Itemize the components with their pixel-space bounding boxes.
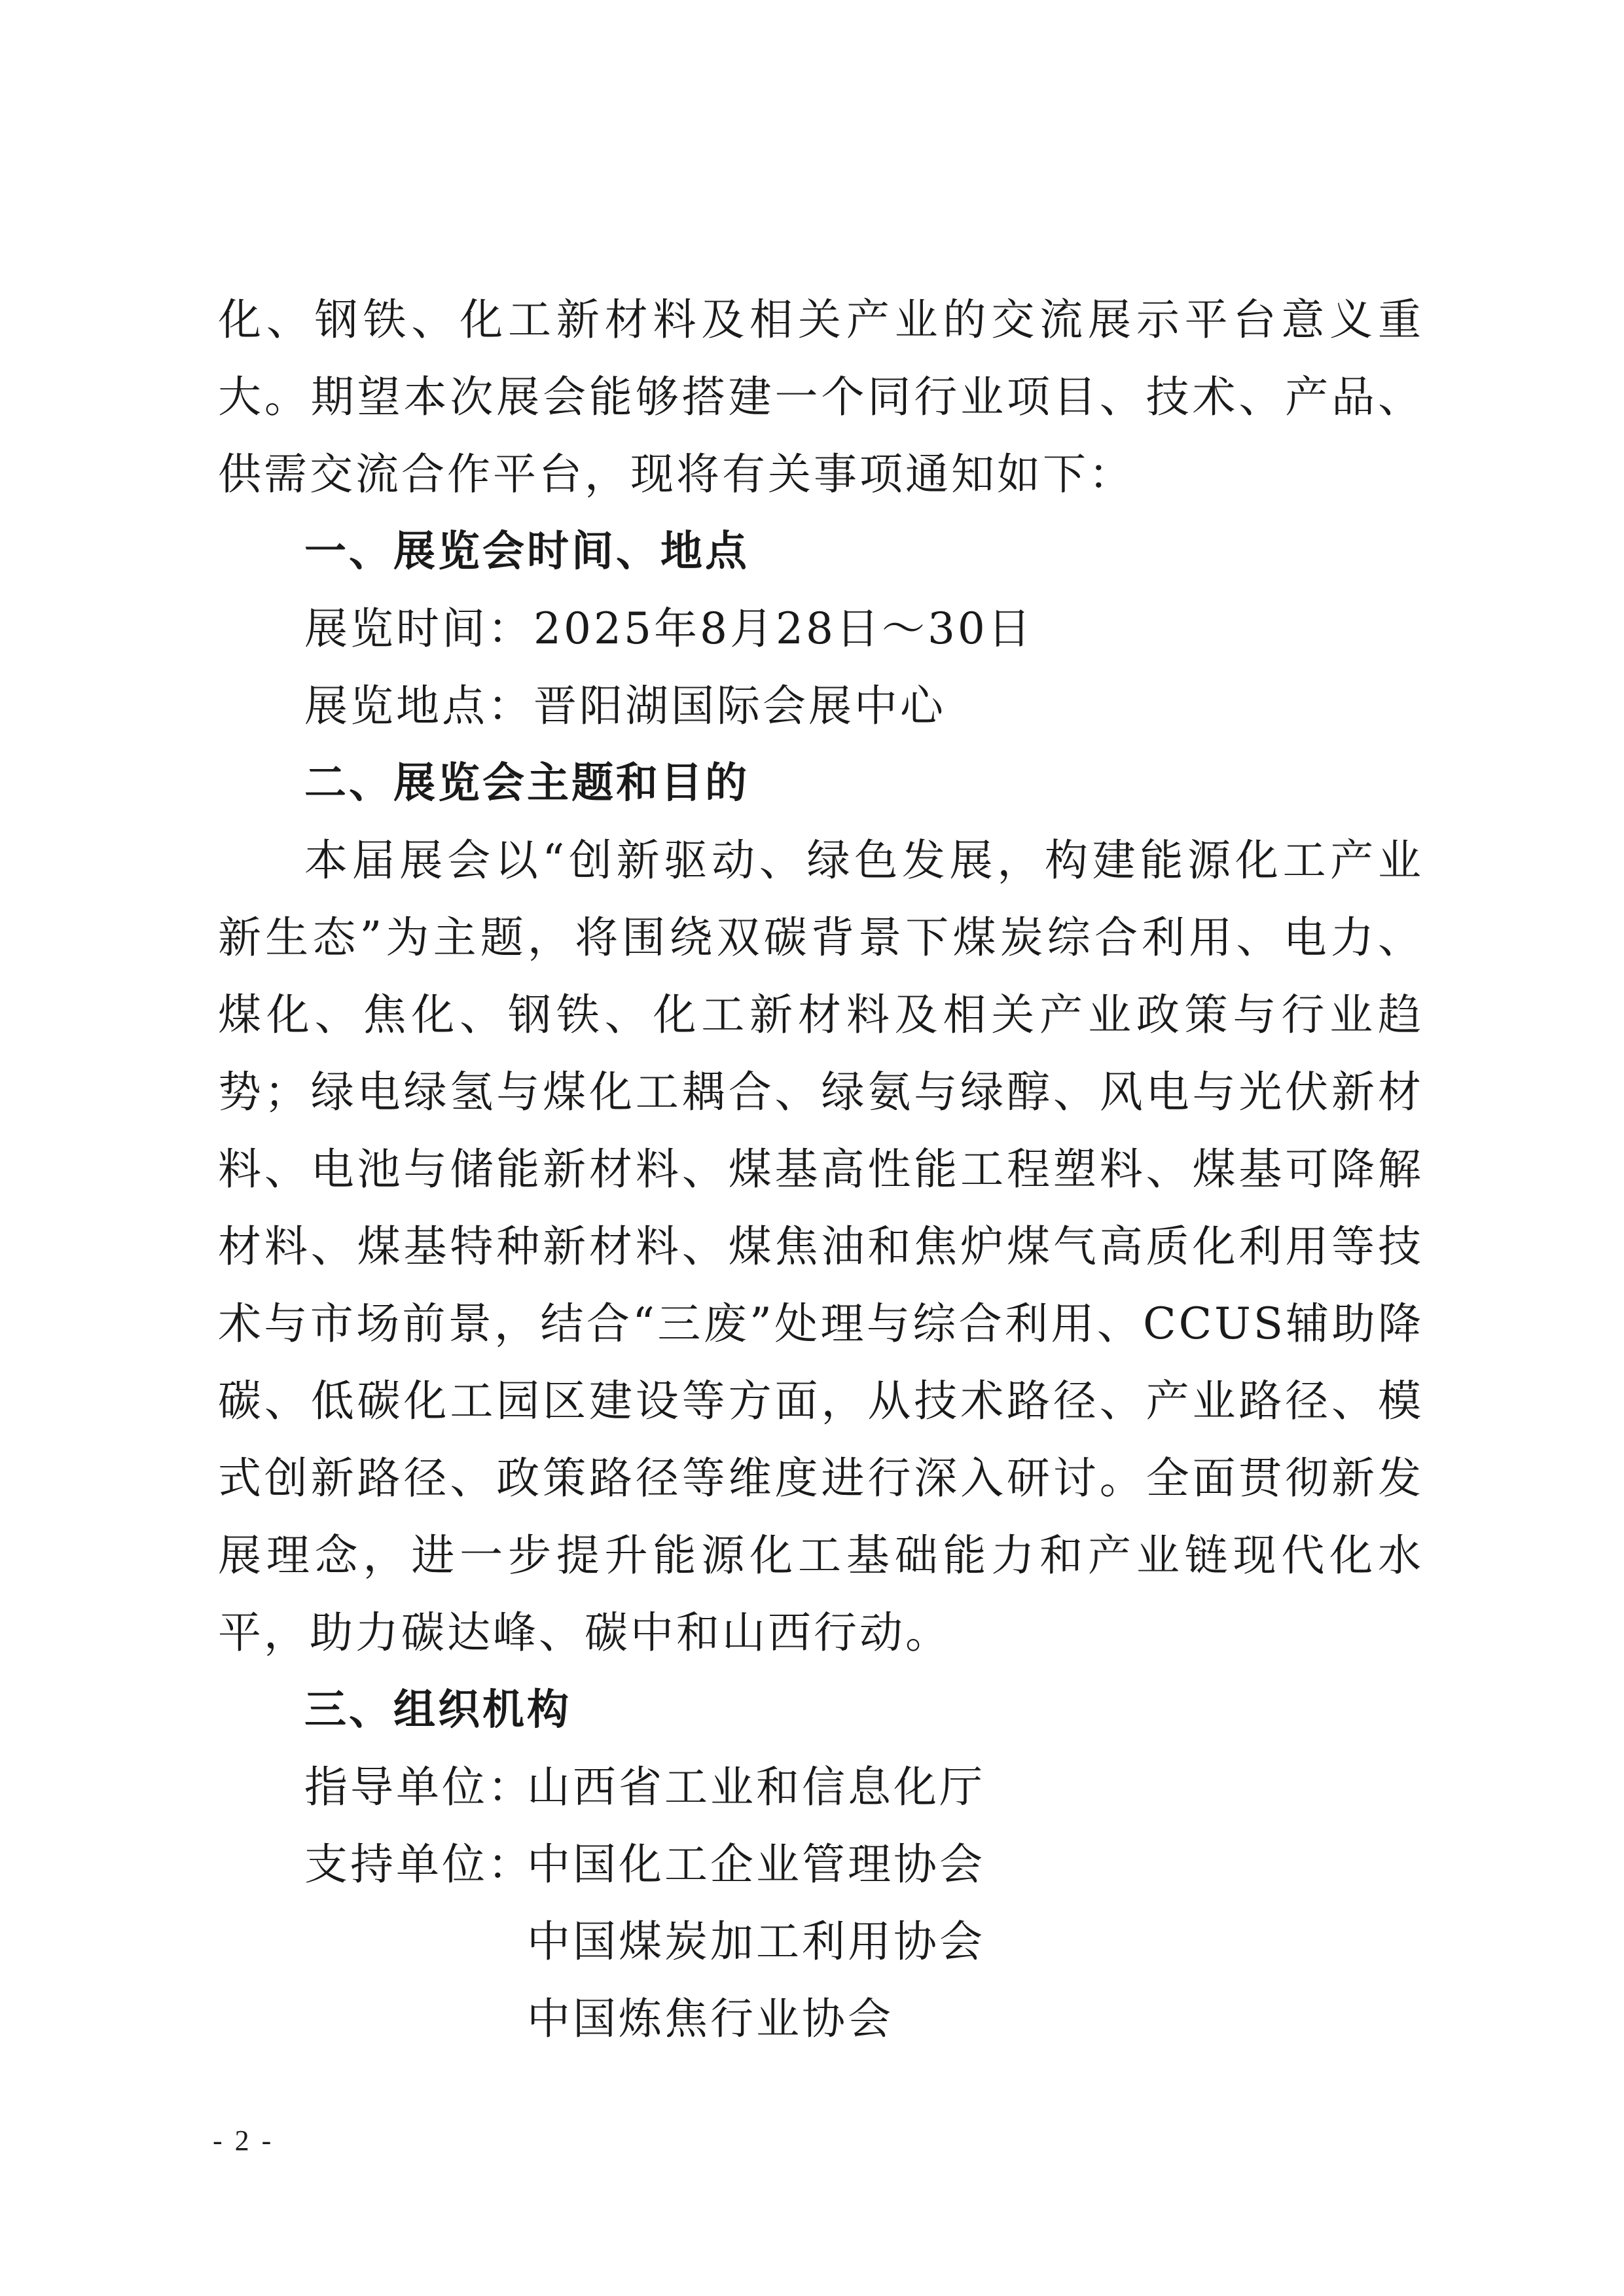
section-heading-time-location: 一、展览会时间、地点	[304, 528, 749, 576]
support-unit: 中国煤炭加工利用协会	[527, 1916, 985, 1967]
section-heading-theme: 二、展览会主题和目的	[304, 759, 749, 808]
guiding-unit-label: 指导单位：	[304, 1762, 533, 1812]
support-unit: 中国化工企业管理协会	[527, 1839, 985, 1890]
guiding-unit-row	[218, 1749, 1424, 1826]
support-unit-label: 支持单位：	[304, 1839, 533, 1890]
support-unit-row	[218, 1826, 1424, 2058]
support-unit-list	[527, 1826, 985, 2058]
theme-paragraph: 本届展会以“创新驱动、绿色发展，构建能源化工产业新生态”为主题，将围绕双碳背景下煤炭综合利用、电力、煤化、焦化、钢铁、化工新材料及相关产业政策与行业趋势；绿电绿氢与煤化工耦合、绿氨与绿醇、风电与光伏新材料、电池与储能新材料、煤基高性能工程塑料、煤基可降解材料、煤基特种新材料、煤焦油和焦炉煤气高质化利用等技术与市场前景，结合“三废”处理与综合利用、CCUS辅助降碳、低碳化工园区建设等方面，从技术路径、产业路径、模式创新路径、政策路径等维度进行深入研讨。全面贯彻新发展理念，进一步提升能源化工基础能力和产业链现代化水平，助力碳达峰、碳中和山西行动。	[218, 835, 1424, 1658]
page-number: - 2 -	[213, 2125, 274, 2157]
exhibition-location: 展览地点：晋阳湖国际会展中心	[304, 681, 946, 731]
support-unit: 中国炼焦行业协会	[527, 1994, 893, 2044]
exhibition-time: 展览时间：2025年8月28日～30日	[304, 603, 1034, 654]
intro-paragraph: 化、钢铁、化工新材料及相关产业的交流展示平台意义重大。期望本次展会能够搭建一个同行业项目、技术、产品、供需交流合作平台，现将有关事项通知如下：	[218, 295, 1424, 499]
document-body	[218, 281, 1424, 2058]
section-heading-organization: 三、组织机构	[304, 1686, 571, 1734]
guiding-unit-list	[527, 1749, 985, 1826]
guiding-unit: 山西省工业和信息化厅	[527, 1762, 985, 1812]
